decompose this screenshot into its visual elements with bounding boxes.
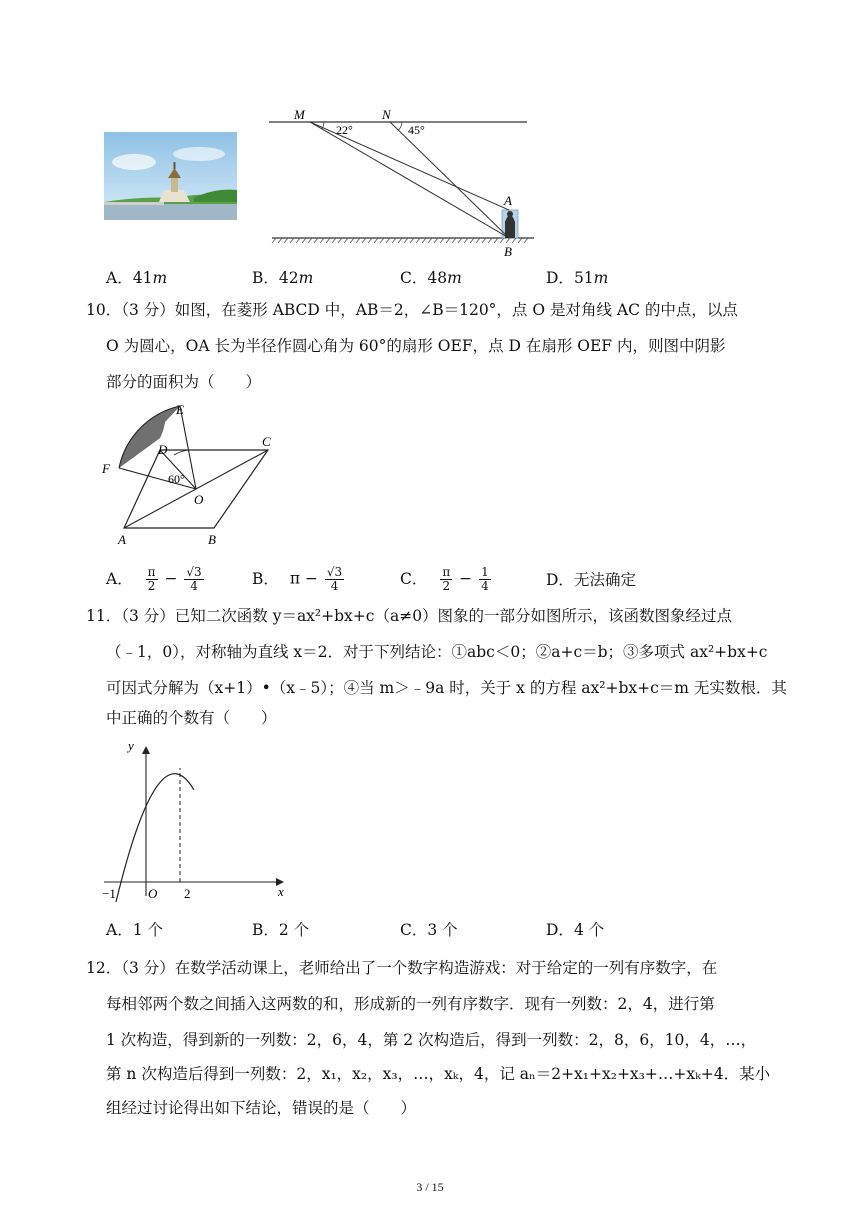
numerator: π <box>147 565 156 579</box>
q9-option-b[interactable] <box>252 268 313 288</box>
q9-option-a[interactable] <box>106 268 167 288</box>
option-unit: m <box>447 269 462 287</box>
label-E: E <box>176 402 184 417</box>
option-label: C． <box>400 921 428 939</box>
denominator: 4 <box>330 579 339 593</box>
option-value: 2 个 <box>278 921 310 939</box>
tick-2: 2 <box>184 886 191 901</box>
q11-stem-line3: 可因式分解为（x+1）•（x﹣5）；④当 m＞﹣9a 时，关于 x 的方程 ax²+bx+c＝m 无实数根．其 <box>106 679 787 697</box>
q10-stem-line1: 10．（3 分）如图，在菱形 ABCD 中，AB＝2，∠B＝120°，点 O 是对角线 AC 的中点，以点 <box>86 301 738 319</box>
numerator: 1 <box>481 565 489 579</box>
option-unit: m <box>152 269 168 287</box>
q12-stem-line3: 1 次构造，得到新的一列数：2，6，4，第 2 次构造后，得到一列数：2，8，6，10，4，…， <box>106 1031 757 1049</box>
q11-stem-line1: 11．（3 分）已知二次函数 y＝ax²+bx+c（a≠0）图象的一部分如图所示，该函数图象经过点 <box>86 607 733 625</box>
q10-stem-line2: O 为圆心，OA 长为半径作圆心角为 60°的扇形 OEF，点 D 在扇形 OEF 内，则图中阴影 <box>106 337 726 355</box>
denominator: 2 <box>147 579 156 593</box>
label-O: O <box>194 492 204 507</box>
q9-option-c[interactable] <box>400 268 462 288</box>
angle-60: 60° <box>168 472 185 486</box>
option-label: B． <box>252 269 279 287</box>
option-prefix: π − <box>289 569 318 588</box>
numerator: √3 <box>186 565 202 579</box>
option-value: 1 个 <box>132 921 163 939</box>
option-unit: m <box>593 269 609 287</box>
q10-option-a[interactable] <box>106 566 206 593</box>
option-label: D． <box>546 269 574 287</box>
label-N: N <box>382 107 391 122</box>
q10-option-c[interactable] <box>400 566 493 593</box>
q11-parabola-figure <box>98 736 298 906</box>
label-M: M <box>294 107 305 122</box>
option-value: 42 <box>278 269 299 287</box>
q12-stem-line1: 12．（3 分）在数学活动课上，老师给出了一个数字构造游戏：对于给定的一列有序数字，在 <box>86 959 718 977</box>
option-value: 4 个 <box>573 921 605 939</box>
x-axis-label: x <box>278 884 284 899</box>
q9-geometry-figure <box>262 104 542 260</box>
option-label: A． <box>106 921 133 939</box>
option-label: C． <box>400 569 428 588</box>
q11-stem-line4: 中正确的个数有（ ） <box>106 709 277 727</box>
numerator: √3 <box>326 565 343 579</box>
fraction <box>325 566 344 593</box>
q11-stem-line2: （﹣1，0），对称轴为直线 x＝2．对于下列结论：①abc＜0；②a+c＝b；③多项式 ax²+bx+c <box>106 643 768 661</box>
q11-option-c[interactable] <box>400 920 458 940</box>
q10-option-b[interactable] <box>252 566 346 593</box>
option-value: 3 个 <box>427 921 458 939</box>
q11-option-b[interactable] <box>252 920 309 940</box>
q11-option-a[interactable] <box>106 920 163 940</box>
option-value: 48 <box>427 269 448 287</box>
minus-sign: − <box>164 569 178 588</box>
label-B: B <box>208 532 216 547</box>
tower-photo <box>104 132 237 220</box>
option-value: 无法确定 <box>573 571 636 589</box>
option-label: C． <box>400 269 428 287</box>
fraction <box>479 566 491 593</box>
label-A: A <box>118 532 126 547</box>
option-label: D． <box>546 571 574 589</box>
minus-sign: − <box>459 569 473 588</box>
label-F: F <box>102 461 110 476</box>
q10-option-d[interactable] <box>546 570 636 590</box>
option-label: A． <box>106 269 133 287</box>
denominator: 4 <box>481 579 489 593</box>
q12-stem-line5: 组经过讨论得出如下结论，错误的是（ ） <box>106 1099 417 1117</box>
q9-option-d[interactable] <box>546 268 608 288</box>
q10-stem-line3: 部分的面积为（ ） <box>106 373 262 391</box>
origin-label: O <box>148 886 158 901</box>
q12-stem-line4: 第 n 次构造后得到一列数：2，x₁，x₂，x₃，…，xₖ，4，记 aₙ＝2+x₁+x₂+x₃+…+xₖ+4．某小 <box>106 1065 771 1083</box>
q10-rhombus-figure <box>98 400 288 550</box>
fraction <box>146 566 158 593</box>
angle-45: 45° <box>408 123 425 137</box>
tick-neg1: −1 <box>102 886 116 901</box>
y-axis-label: y <box>128 738 134 753</box>
option-value: 51 <box>573 269 594 287</box>
option-unit: m <box>298 269 314 287</box>
denominator: 2 <box>442 579 451 593</box>
q12-stem-line2: 每相邻两个数之间插入这两数的和，形成新的一列有序数字．现有一列数：2，4，进行第 <box>106 995 715 1013</box>
fraction <box>184 566 203 593</box>
label-D: D <box>158 442 168 457</box>
label-A: A <box>504 193 512 208</box>
page-number: 3 / 15 <box>416 1180 444 1194</box>
option-value: 41 <box>132 269 153 287</box>
option-label: A． <box>106 569 133 588</box>
option-label: B． <box>252 569 279 588</box>
q11-option-d[interactable] <box>546 920 604 940</box>
angle-22: 22° <box>336 123 353 137</box>
option-label: B． <box>252 921 279 939</box>
option-label: D． <box>546 921 574 939</box>
numerator: π <box>442 565 451 579</box>
label-C: C <box>262 434 271 449</box>
label-B: B <box>504 244 512 259</box>
fraction <box>440 566 452 593</box>
denominator: 4 <box>190 579 198 593</box>
